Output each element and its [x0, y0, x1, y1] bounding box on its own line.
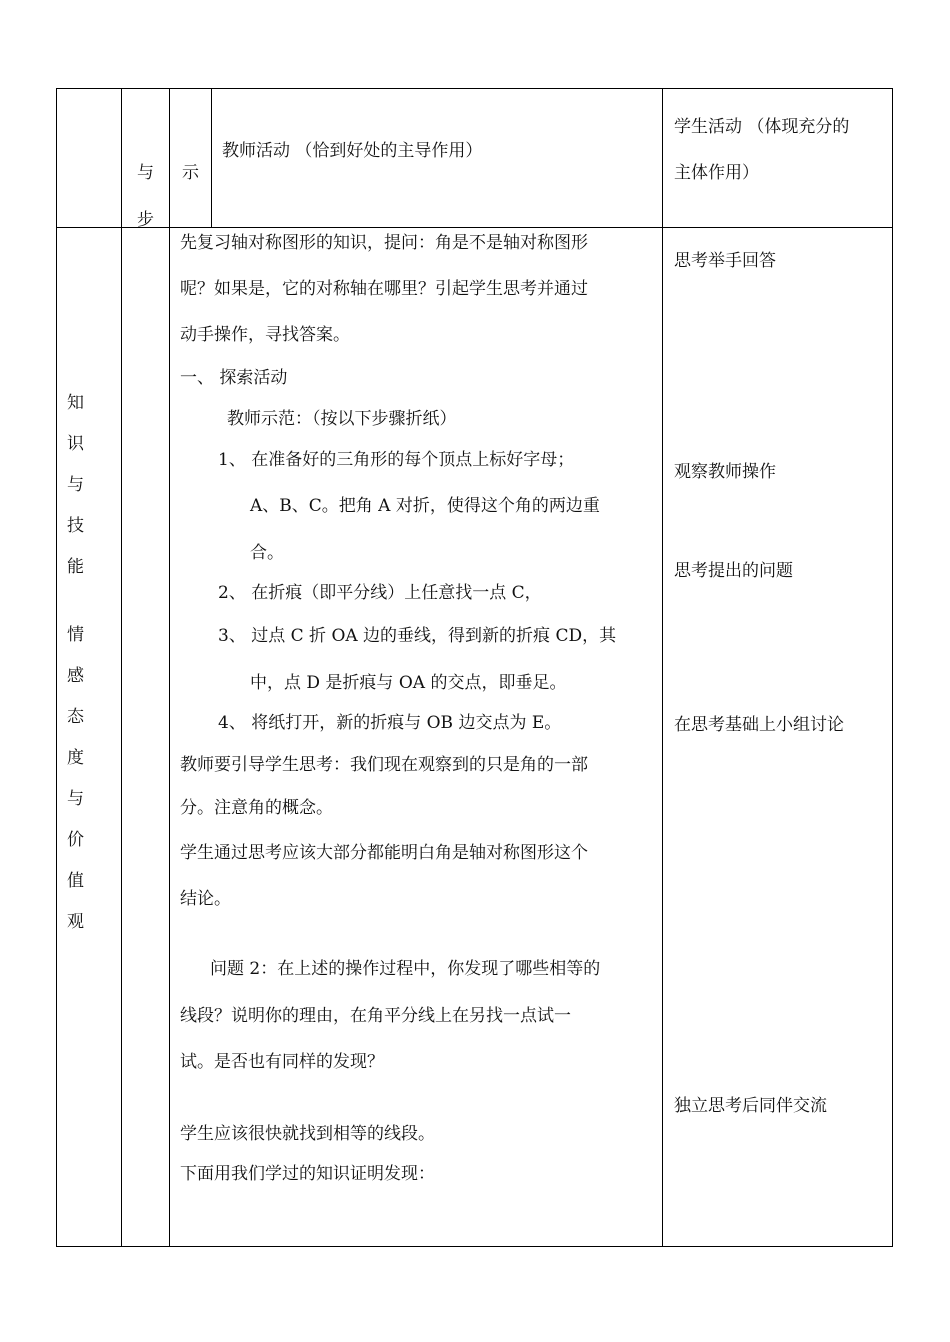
step-item: 3、 过点 C 折 OA 边的垂线，得到新的折痕 CD，其 [218, 626, 617, 646]
section-heading: 一、 探索活动 [180, 368, 288, 388]
student-activity-item: 思考举手回答 [674, 251, 776, 271]
question-line: 线段？说明你的理由，在角平分线上在另找一点试一 [180, 1006, 571, 1026]
header-inner-divider [211, 88, 212, 228]
left-label-char: 态 [67, 707, 84, 727]
left-label-char: 价 [67, 830, 84, 850]
left-label-char: 知 [67, 393, 84, 413]
teacher-line: 学生应该很快就找到相等的线段。 [180, 1124, 435, 1144]
teacher-line: 下面用我们学过的知识证明发现： [180, 1164, 435, 1184]
table-bottom-border [56, 1246, 893, 1247]
left-label-char: 与 [67, 789, 84, 809]
step-item: 2、 在折痕（即平分线）上任意找一点 C， [218, 583, 542, 603]
header-bottom-border [56, 227, 893, 228]
step-item: 4、 将纸打开，新的折痕与 OB 边交点为 E。 [218, 713, 562, 733]
left-label-char: 与 [67, 475, 84, 495]
student-activity-heading-line2: 主体作用） [674, 163, 759, 183]
table-left-border [56, 88, 57, 1247]
header-col2-char-2: 步 [137, 210, 154, 230]
question-line: 问题 2：在上述的操作过程中，你发现了哪些相等的 [210, 959, 601, 979]
student-activity-item: 在思考基础上小组讨论 [674, 715, 844, 735]
table-right-border [892, 88, 893, 1247]
student-activity-item: 独立思考后同伴交流 [674, 1096, 827, 1116]
teacher-line: 结论。 [180, 889, 231, 909]
step-item-continued: 中，点 D 是折痕与 OA 的交点，即垂足。 [250, 673, 567, 693]
left-label-char: 技 [67, 516, 84, 536]
left-label-char: 识 [67, 434, 84, 454]
left-label-char: 感 [67, 666, 84, 686]
teacher-line: 教师要引导学生思考：我们现在观察到的只是角的一部 [180, 755, 588, 775]
teacher-line: 先复习轴对称图形的知识，提问：角是不是轴对称图形 [180, 233, 588, 253]
teacher-line: 学生通过思考应该大部分都能明白角是轴对称图形这个 [180, 843, 588, 863]
step-item: 1、 在准备好的三角形的每个顶点上标好字母； [218, 450, 575, 470]
student-activity-heading-line1: 学生活动 （体现充分的 [674, 117, 850, 137]
table-top-border [56, 88, 893, 89]
teacher-line: 教师示范：（按以下步骤折纸） [227, 409, 457, 429]
left-label-char: 能 [67, 557, 84, 577]
question-line: 试。是否也有同样的发现？ [180, 1052, 384, 1072]
left-label-char: 情 [67, 625, 84, 645]
teacher-activity-heading: 教师活动 （恰到好处的主导作用） [222, 141, 483, 161]
teacher-line: 动手操作，寻找答案。 [180, 325, 350, 345]
teacher-line: 分。注意角的概念。 [180, 798, 333, 818]
left-label-char: 观 [67, 912, 84, 932]
column-divider-3 [662, 88, 663, 1247]
step-item-continued: 合。 [250, 543, 284, 563]
column-divider-2 [169, 88, 170, 1247]
column-divider-1 [121, 88, 122, 1247]
header-col2-char-1: 与 [137, 163, 154, 183]
header-col3-char: 示 [182, 163, 199, 183]
left-label-char: 度 [67, 748, 84, 768]
step-item-continued: A、B、C。把角 A 对折，使得这个角的两边重 [250, 496, 600, 516]
student-activity-item: 观察教师操作 [674, 462, 776, 482]
student-activity-item: 思考提出的问题 [674, 561, 793, 581]
left-label-char: 值 [67, 871, 84, 891]
teacher-line: 呢？如果是，它的对称轴在哪里？引起学生思考并通过 [180, 279, 588, 299]
